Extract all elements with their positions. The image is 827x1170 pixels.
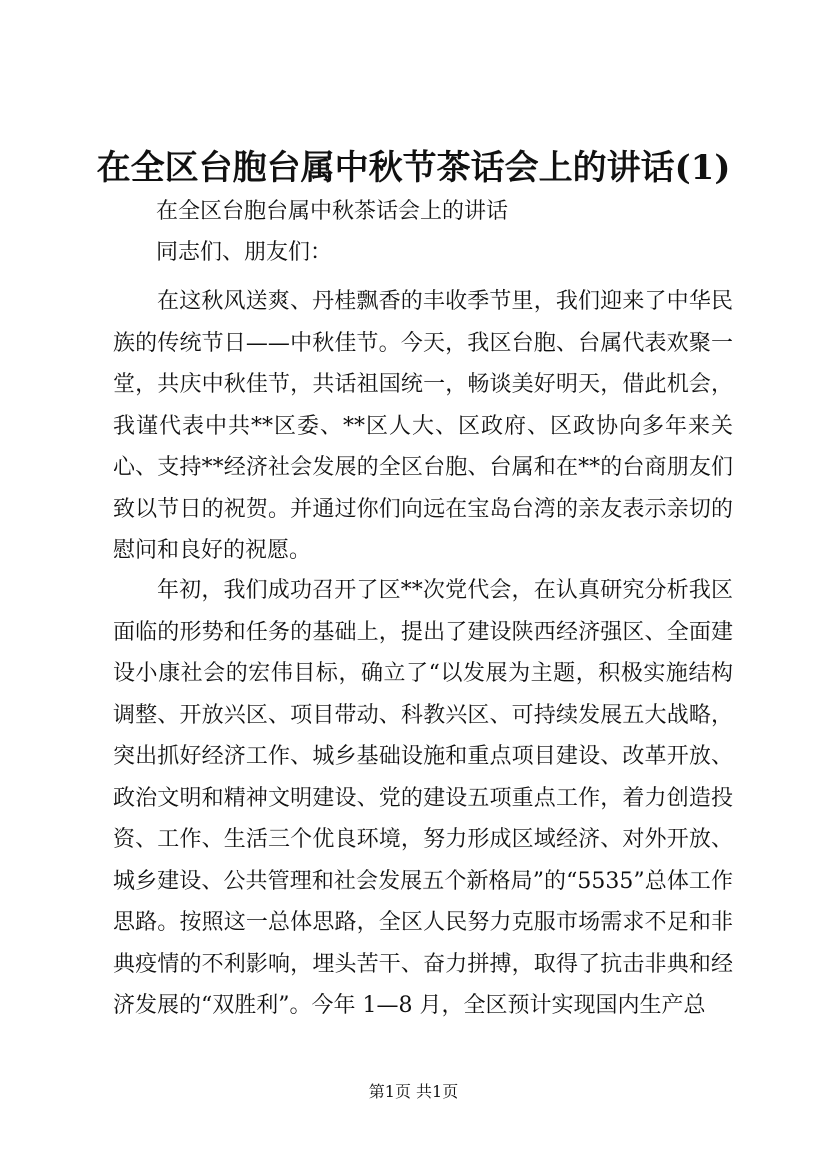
document-title: 在全区台胞台属中秋节茶话会上的讲话(1) <box>96 148 731 188</box>
page-footer: 第1页 共1页 <box>368 1082 459 1101</box>
paragraph-2: 年初，我们成功召开了区**次党代会，在认真研究分析我区面临的形势和任务的基础上，提出了建设陕西经济强区、全面建设小康社会的宏伟目标，确立了“以发展为主题，积极实施结构调整、开放兴区、项目带动、科教兴区、可持续发展五大战略，突出抓好经济工作、城乡基础设施和重点项目建设、改革开放、政治文明和精神文明建设、党的建设五项重点工作，着力创造投资、工作、生活三个优良环境，努力形成区域经济、对外开放、城乡建设、公共管理和社会发展五个新格局”的“5535”总体工作思路。按照这一总体思路，全区人民努力克服市场需求不足和非典疫情的不利影响，埋头苦干、奋力拼搏，取得了抗击非典和经济发展的“双胜利”。今年 1—8 月，全区预计实现国内生产总 <box>113 578 733 1018</box>
salutation: 同志们、朋友们： <box>156 240 333 265</box>
document-subtitle: 在全区台胞台属中秋茶话会上的讲话 <box>156 199 509 224</box>
paragraph-1: 在这秋风送爽、丹桂飘香的丰收季节里，我们迎来了中华民族的传统节日——中秋佳节。今天，我区台胞、台属代表欢聚一堂，共庆中秋佳节，共话祖国统一，畅谈美好明天，借此机会，我谨代表中共**区委、**区人大、区政府、区政协向多年来关心、支持**经济社会发展的全区台胞、台属和在**的台商朋友们致以节日的祝贺。并通过你们向远在宝岛台湾的亲友表示亲切的慰问和良好的祝愿。 <box>113 289 733 563</box>
